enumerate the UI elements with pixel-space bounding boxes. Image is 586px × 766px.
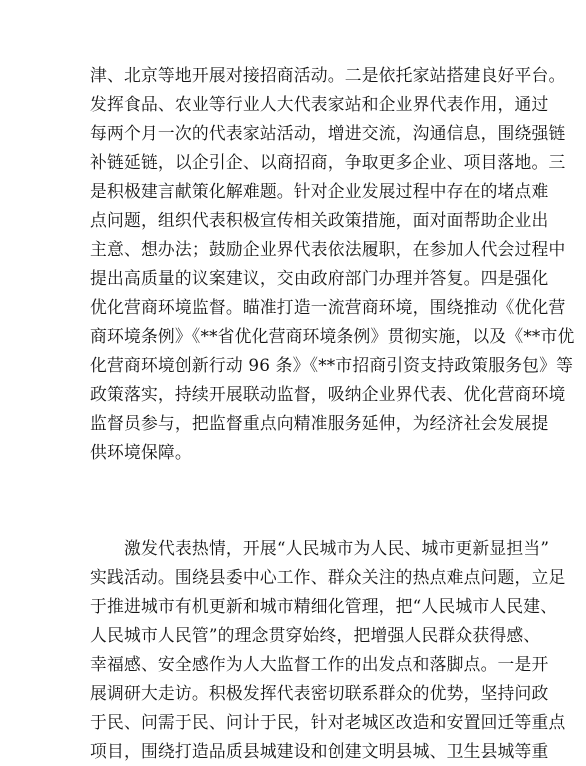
- text-line: 展调研大走访。积极发挥代表密切联系群众的优势，坚持问政: [90, 683, 549, 703]
- text-line: 激发代表热情，开展“人民城市为人民、城市更新显担当”: [124, 538, 550, 558]
- text-line: 幸福感、安全感作为人大监督工作的出发点和落脚点。一是开: [90, 654, 549, 674]
- text-line: 实践活动。围绕县委中心工作、群众关注的热点难点问题，立足: [90, 567, 566, 587]
- text-line: 化营商环境创新行动 96 条》《**市招商引资支持政策服务包》等: [90, 355, 574, 375]
- text-line: 政策落实，持续开展联动监督，吸纳企业界代表、优化营商环境: [90, 384, 566, 404]
- text-line: 商环境条例》《**省优化营商环境条例》贯彻实施，以及《**市优: [90, 326, 575, 346]
- text-line: 发挥食品、农业等行业人大代表家站和企业界代表作用，通过: [90, 94, 549, 114]
- text-line: 补链延链，以企引企、以商招商，争取更多企业、项目落地。三: [90, 152, 566, 172]
- paragraph-1: [90, 61, 575, 467]
- text-line: 优化营商环境监督。瞄准打造一流营商环境，围绕推动《优化营: [90, 297, 566, 317]
- text-line: 是积极建言献策化解难题。针对企业发展过程中存在的堵点难: [90, 181, 549, 201]
- text-line: 津、北京等地开展对接招商活动。二是依托家站搭建良好平台。: [90, 65, 566, 85]
- text-line: 项目，围绕打造品质县城建设和创建文明县城、卫生县城等重: [90, 741, 549, 761]
- text-line: 提出高质量的议案建议，交由政府部门办理并答复。四是强化: [90, 268, 549, 288]
- text-line: 于推进城市有机更新和城市精细化管理，把“人民城市人民建、: [90, 596, 558, 616]
- text-line: 主意、想办法；鼓励企业界代表依法履职，在参加人代会过程中: [90, 239, 566, 259]
- paragraph-2: [90, 534, 566, 766]
- text-line: 每两个月一次的代表家站活动，增进交流，沟通信息，围绕强链: [90, 123, 566, 143]
- text-line: 于民、问需于民、问计于民，针对老城区改造和安置回迁等重点: [90, 712, 566, 732]
- text-line: 人民城市人民管”的理念贯穿始终，把增强人民群众获得感、: [90, 625, 541, 645]
- text-line: 点问题，组织代表积极宣传相关政策措施，面对面帮助企业出: [90, 210, 549, 230]
- text-line: 监督员参与，把监督重点向精准服务延伸，为经济社会发展提: [90, 413, 549, 433]
- text-line: 供环境保障。: [90, 442, 192, 462]
